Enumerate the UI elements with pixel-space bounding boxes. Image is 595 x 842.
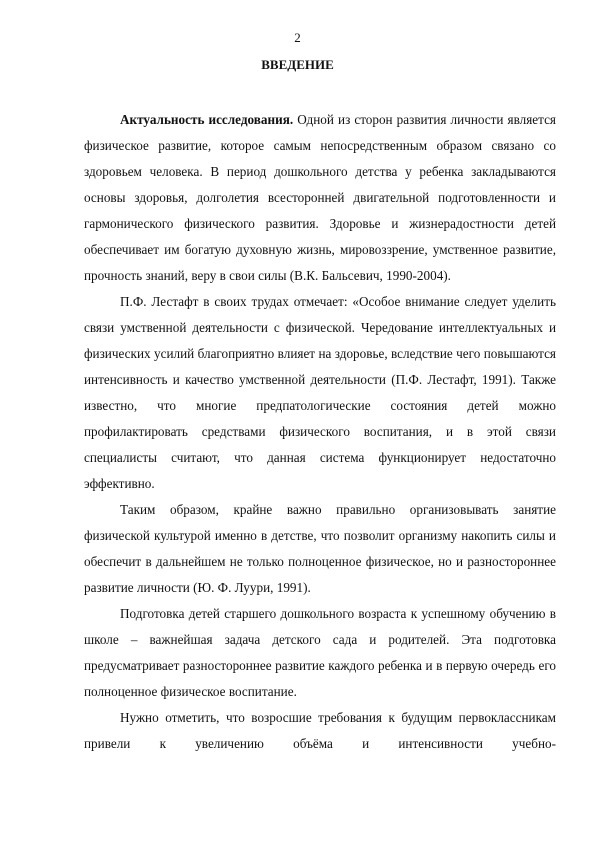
- paragraph: [84, 497, 556, 601]
- paragraph: [84, 107, 556, 289]
- paragraph-text: Подготовка детей старшего дошкольного возраста к успешному обучению в школе – важнейшая задача детского сада и родителей. Эта подготовка предусматривает разностороннее развитие каждого ребенка и в первую очередь его полноценное физическое воспитание.: [84, 606, 556, 699]
- paragraph-text: Таким образом, крайне важно правильно организовывать занятие физической культурой именно в детстве, что позволит организму накопить силы и обеспечит в дальнейшем не только полноценное физическое, но и разностороннее развитие личности (Ю. Ф. Луури, 1991).: [84, 502, 556, 595]
- paragraph: [84, 705, 556, 757]
- paragraph-text: Одной из сторон развития личности является физическое развитие, которое самым непосредственным образом связано со здоровьем человека. В период дошкольного детства у ребенка закладываются основы здоровья, долголетия всесторонней двигательной подготовленности и гармонического физического развития. Здоровье и жизнерадостности детей обеспечивает им богатую духовную жизнь, мировоззрение, умственное развитие, прочность знаний, веру в свои силы (В.К. Бальсевич, 1990-2004).: [84, 112, 556, 283]
- paragraph-lead: Актуальность исследования.: [120, 112, 294, 127]
- page-number: 2: [294, 30, 301, 45]
- paragraph-text: Нужно отметить, что возросшие требования к будущим первоклассникам привели к увеличению объёма и интенсивности учебно-: [84, 710, 556, 751]
- paragraph-text: П.Ф. Лестафт в своих трудах отмечает: «Особое внимание следует уделить связи умственной деятельности с физической. Чередование интеллектуальных и физических усилий благоприятно влияет на здоровье, вследствие чего повышаются интенсивность и качество умственной деятельности (П.Ф. Лестафт, 1991). Также известно, что многие предпатологические состояния детей можно профилактировать средствами физического воспитания, и в этой связи специалисты считают, что данная система функционирует недостаточно эффективно.: [84, 294, 556, 491]
- section-heading: ВВЕДЕНИЕ: [261, 57, 334, 72]
- paragraph: [84, 289, 556, 497]
- body-text: [84, 107, 556, 757]
- paragraph: [84, 601, 556, 705]
